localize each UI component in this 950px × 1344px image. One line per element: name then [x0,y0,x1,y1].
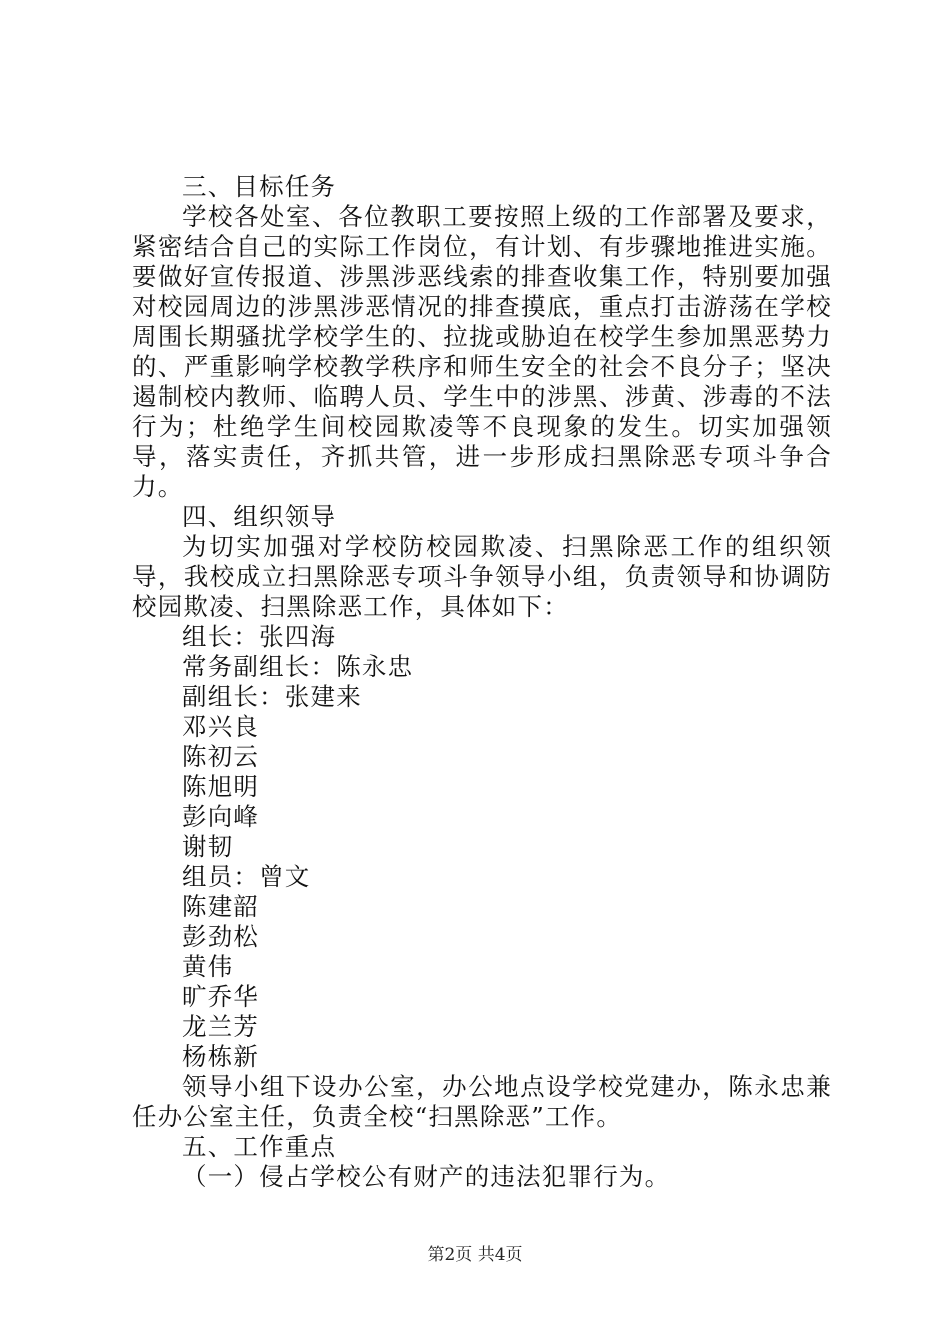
deputy-leader-line: 副组长：张建来 [182,682,362,711]
members-line: 组员：曾文 [182,862,311,891]
paragraph-organization-body: 为切实加强对学校防校园欺凌、扫黑除恶工作的组织领导，我校成立扫黑除恶专项斗争领导小组，负责领导和协调防校园欺凌、扫黑除恶工作，具体如下： [132,532,832,621]
paragraph-goals-body: 学校各处室、各位教职工要按照上级的工作部署及要求，紧密结合自己的实际工作岗位，有计划、有步骤地推进实施。要做好宣传报道、涉黑涉恶线索的排查收集工作，特别要加强对校园周边的涉黑涉恶情况的排查摸底，重点打击游荡在学校周围长期骚扰学校学生的、拉拢或胁迫在校学生参加黑恶势力的、严重影响学校教学秩序和师生安全的社会不良分子；坚决遏制校内教师、临聘人员、学生中的涉黑、涉黄、涉毒的不法行为；杜绝学生间校园欺凌等不良现象的发生。切实加强领导，落实责任，齐抓共管，进一步形成扫黑除恶专项斗争合力。 [132,202,832,501]
member-name: 黄伟 [182,952,234,981]
member-name: 陈建韶 [182,892,260,921]
section-heading-organization: 四、组织领导 [182,502,337,531]
member-name: 杨栋新 [182,1042,260,1071]
priority-item-1: （一）侵占学校公有财产的违法犯罪行为。 [182,1162,671,1191]
deputy-leader-name: 彭向峰 [182,802,260,831]
section-heading-goals: 三、目标任务 [182,172,337,201]
member-name: 龙兰芳 [182,1012,260,1041]
executive-deputy-leader-line: 常务副组长：陈永忠 [182,652,414,681]
member-name: 彭劲松 [182,922,260,951]
deputy-leader-name: 谢韧 [182,832,234,861]
paragraph-office: 领导小组下设办公室，办公地点设学校党建办，陈永忠兼任办公室主任，负责全校“扫黑除恶”工作。 [132,1072,832,1131]
member-name: 旷乔华 [182,982,260,1011]
deputy-leader-name: 陈旭明 [182,772,260,801]
section-heading-priorities: 五、工作重点 [182,1132,337,1161]
leader-line: 组长：张四海 [182,622,337,651]
deputy-leader-name: 陈初云 [182,742,260,771]
deputy-leader-name: 邓兴良 [182,712,260,741]
document-body [132,172,832,1192]
page-footer: 第2页 共4页 [427,1245,523,1265]
